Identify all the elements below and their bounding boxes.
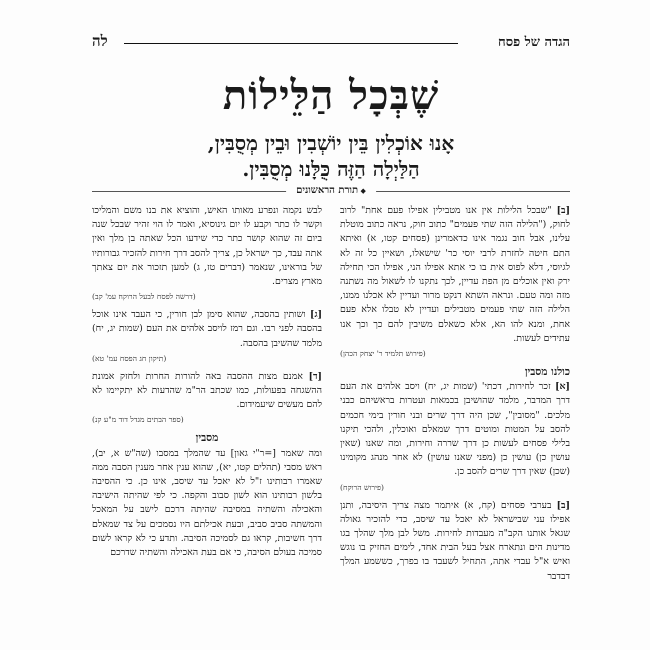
- commentary-label: ◆ תורת הראשונים: [286, 184, 376, 198]
- subheading: כולנו מסבין: [524, 366, 570, 379]
- heading-subtitle-line2: הַלַּיְלָה הַזֶּה כֻּלָּנוּ מְסֻבִּין.: [242, 157, 420, 181]
- heading-title: שֶׁבְּכָל הַלֵּילוֹת: [222, 72, 440, 119]
- right-column: [340, 204, 570, 644]
- left-column: [92, 204, 322, 644]
- paragraph: לבש נקמה ונפרע מאותו האיש, והוציא את בנו משם והמליכו וקשר לו כתר וקבע לו יום גינוסיא, ואמר לו הוי זהיר שבכל שנה ביום זה שהוא קושר כתר כדי שידעו הכל שאתה בן מלך ואין אתה עבד, כך ישראל כן, צריך להסב דרך חירות להזכיר גבורותיו של בוראינו, שנאמר (דברים טז, ג) למען תזכור את יום צאתך מארץ מצרים.: [92, 205, 322, 288]
- running-head: [92, 34, 570, 54]
- source-citation: (פירוש הרוקח): [340, 482, 384, 492]
- paragraph: [ג] ושותין בהסבה, שהוא סימן לבן חורין, כי העבד אינו אוכל בהסבה לפני רבו. וגם רמז לויסב אלהים את העם (שמות יג, יח) מלמד שהשיבן בהסבה.: [92, 309, 322, 349]
- source-citation: (ספר הבתים מגדל דוד מ"ע קנ): [92, 415, 184, 425]
- paragraph: [ב] בערבי פסחים (קח, א) איתמר מצה צריך היסיבה, ותנן אפילו עני שבישראל לא יאכל עד שיסב, כדי להזכיר גאולה שגאל אותנו הקב"ה מעבדות לחירות. משל לבן מלך שהלך בגו מדינות הים ונתארח אצל בעל הבית אחד, לימים החזיק בו נוגש ואיש א"ל עבדי אתה, התחיל לשעבד בו בפרך, כששמע המלך דבדבר: [340, 499, 570, 582]
- paragraph: ומה שאמר [=ר"י גאון] עד שהמלך במסבו (שה"ש א, יב), ראש מסבי (תהלים קטו, יא), שהוא ענין אחר מענין הסבה ממה שאמרו רבותינו ז"ל לא יאכל עד שיסב, אינו כן. כי ההסיבה בלשון רבותינו הוא לשון סבוב והקפה. כי לפי שהיתה הישיבה והאכילה והשתיה במסיבה שהיתה דרכם לישב על המאכל והמשתה סביב סביב, ובעת אכילתם היו נסמכים על צד שמאלם דרך חשיבות, קראו גם לסמיכה הסיבה. ותדע כי לא קראו לשום סמיכה בעולם הסיבה, כי אם בעת האכילה והשתיה שדרכם: [92, 447, 322, 559]
- paragraph: [ב] "שבכל הלילות אין אנו מטבילין אפילו פעם אחת" לרוב לחוק, ("הלילה הזה שתי פעמים" כתוב חוק, נראה כתוב מוטלת עלינו, אבל חוב נגמר אינו כדאמרינן (פסחים קטו, א) ואיתא התם חיטה לחזרת לרבי יוסי כר' שישאלו, ושאיין כל זה לא לגיוסי, דלא לפוס אית בו כי אתא אפילו הני, אפילו הכי תחילה ירק ואין אוכלים מן הפת עדיין, לכך נתקנו לו לשאול מה נשתנה מזה ומה טעם. ונראה השתא דנקט מרור ועדיין לא אכלנו ממנו, הלילה הזה שתי פעמים מטבילים ועדיין לא טבלו אלא פעם אחת, ומנא להו הא, אלא כשאלם משיבין להם כך וכך אנו עתידים לעשות.: [340, 205, 570, 344]
- heading-subtitle-line1: אָנוּ אוֹכְלִין בֵּין יוֹשְׁבִין וּבֵין מְסֻבִּין,: [207, 131, 455, 155]
- section-heading: [92, 72, 570, 182]
- running-head-rule: [124, 43, 458, 44]
- page-number: לה: [92, 32, 108, 50]
- commentary-divider: [92, 184, 570, 198]
- source-citation: (תיקון חג הפסח עמ' טא): [92, 353, 167, 363]
- running-head-title: הגדה של פסח: [498, 35, 570, 50]
- source-citation: (דרשה לפסח לבעל הרוקח עמ' קב): [92, 292, 196, 302]
- paragraph: [ד] אמנם מצות ההסבה באה להורות החרות ולחזק אמונת ההשגחה בפעולות, כמו שכתב הר"מ שהדעות לא יתקיימו לא להם מעשים שיעמידום.: [92, 370, 322, 411]
- paragraph: [א] זכר לחירות, דכתי' (שמות יג, יח) ויסב אלהים את העם דרך המדבר, מלמד שהושיבן בכמאות ועטרות בראשיהם כבני מלכים. "מסובין", שכן היה דרך שרים ובני חורין בימי חכמים להסב על המטות ומוטים דרך שמאלם ואוכלין, ולהכי תיקנו בלילי פסחים לעשות כן דרך שררה וחירות, ומה שאנו (שאין עושין כן) עושין כן (מפני שאנו עושין) לא אחר מנהג מקומינו (שכן) שאין דרך שרים להסב כן.: [340, 381, 570, 478]
- source-citation: (פירוש תלמיד ר' יצחק הכהן): [340, 349, 426, 359]
- subheading: מסבין: [195, 432, 219, 445]
